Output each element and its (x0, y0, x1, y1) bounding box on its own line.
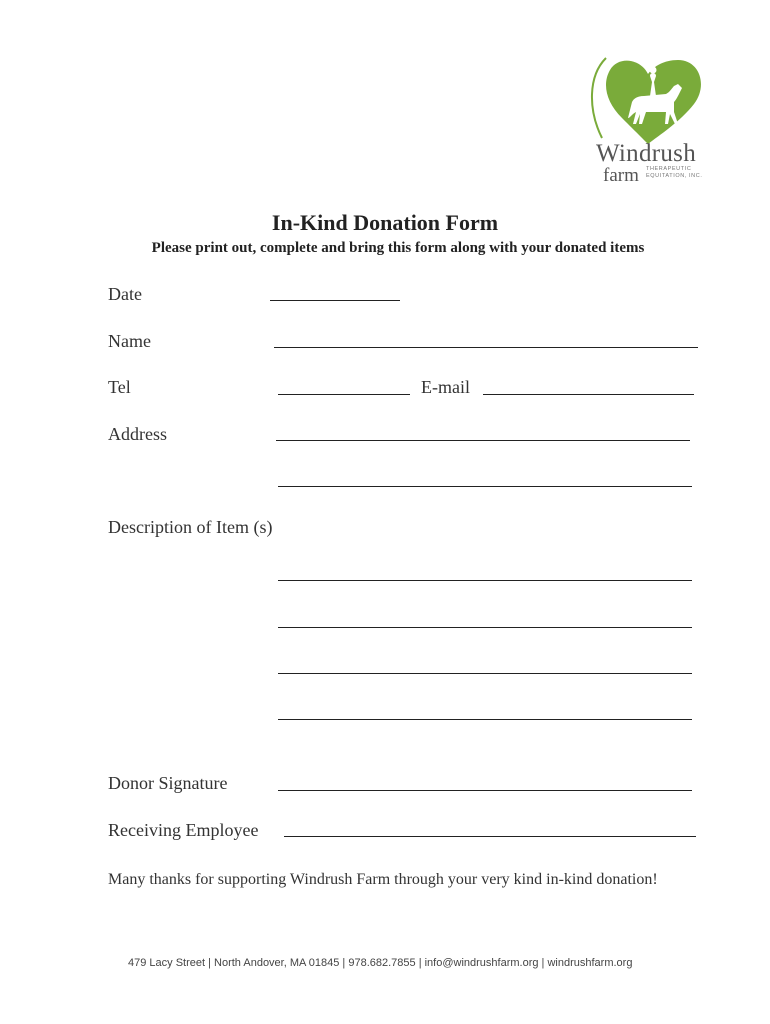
logo-subtitle-line-2: EQUITATION, INC. (646, 173, 703, 179)
description-field-line-2[interactable] (278, 627, 692, 628)
logo-name: Windrush (596, 140, 696, 167)
date-label: Date (108, 284, 142, 304)
tel-field-line[interactable] (278, 394, 410, 395)
email-label: E-mail (421, 377, 470, 397)
footer-contact: 479 Lacy Street | North Andover, MA 01845 | 978.682.7855 | info@windrushfarm.org | windrushfarm.org (128, 957, 633, 969)
name-label: Name (108, 331, 151, 351)
name-field-line[interactable] (274, 347, 698, 348)
donor-signature-label: Donor Signature (108, 773, 228, 793)
form-title: In-Kind Donation Form (271, 210, 499, 235)
thanks-message: Many thanks for supporting Windrush Farm through your very kind in-kind donation! (108, 871, 658, 888)
form-subtitle: Please print out, complete and bring this form along with your donated items (151, 240, 645, 256)
tel-label: Tel (108, 377, 131, 397)
description-field-line-4[interactable] (278, 719, 692, 720)
description-label: Description of Item (s) (108, 517, 273, 537)
logo-farm: farm (603, 165, 639, 186)
description-field-line-3[interactable] (278, 673, 692, 674)
email-field-line[interactable] (483, 394, 694, 395)
donor-signature-field-line[interactable] (278, 790, 692, 791)
logo-subtitle (646, 166, 706, 180)
receiving-employee-field-line[interactable] (284, 836, 696, 837)
address-field-line-1[interactable] (276, 440, 690, 441)
logo-subtitle-line-1: THERAPEUTIC (646, 166, 692, 172)
address-label: Address (108, 424, 167, 444)
receiving-employee-label: Receiving Employee (108, 820, 259, 840)
description-field-line-1[interactable] (278, 580, 692, 581)
date-field-line[interactable] (270, 300, 400, 301)
address-field-line-2[interactable] (278, 486, 692, 487)
